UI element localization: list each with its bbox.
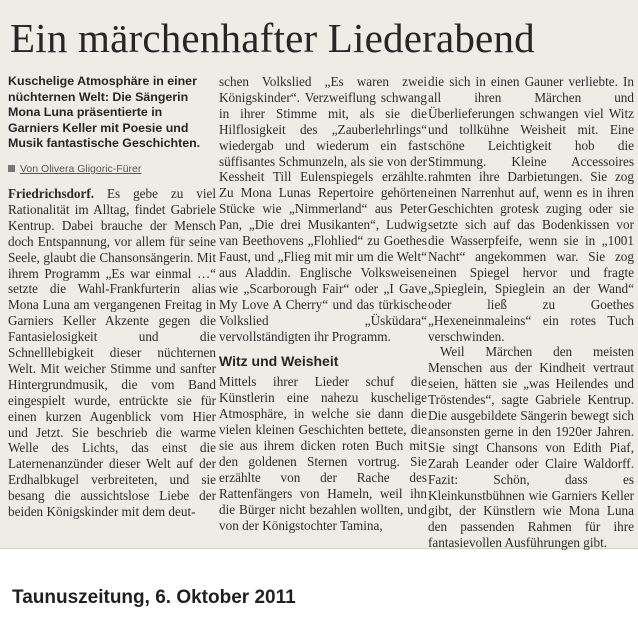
column-1: [8, 74, 216, 520]
body-paragraph-4: die sich in einen Gauner verliebte. In all ihren Märchen und Überlieferungen schwangen viel Witz und tollkühne Weisheit mit. Eine schöne Leichtigkeit hob die Stimmung. Kleine Accessoires rahmten ihre Darbietungen. Sie zog einen Narrenhut auf, wenn es in ihren Geschichten grotesk zuging oder sie setzte sich auf das Bodenkissen vor die Wasserpfeife, wenn sie in „1001 Nacht“ angekommen war. Sie zog einen Spiegel hervor und fragte „Spieglein, Spieglein an der Wand“ oder ließ zu Goethes „Hexeneinmaleins“ ein rotes Tuch verschwinden.: [428, 74, 634, 344]
byline-author: Von Olivera Gligoric-Fürer: [20, 162, 142, 175]
source-caption: Taunuszeitung, 6. Oktober 2011: [12, 587, 296, 608]
subheading: Witz und Weisheit: [219, 353, 339, 370]
body-paragraph-5: Weil Märchen den meisten Menschen aus der Kindheit vertraut seien, hätten sie „was Heilendes und Tröstendes“, sagte Gabriele Kentrup. Die ausgebildete Sängerin bewegt sich ansonsten gerne in den 1920er Jahren. Sie singt Chansons von Edith Piaf, Zarah Leander oder Claire Waldorff. Fazit: Schön, dass es Kleinkunstbühnen wie Garniers Keller gibt, der Künstlern wie Mona Luna den passenden Rahmen für ihre fantasievollen Ausführungen gibt.: [428, 344, 634, 551]
body-paragraph-1: [8, 186, 216, 520]
dateline: Friedrichsdorf.: [8, 185, 95, 201]
column-2: [219, 74, 427, 533]
body-paragraph-2: schen Volkslied „Es waren zwei Königskinder“. Verzweiflung schwang in ihrer Stimme mit, als sie die Hilflosigkeit des „Zauberlehrlings“ wiedergab und wiederum ein fast süffisantes Schmunzeln, als sie von der Kessheit Till Eulenspiegels erzählte. Zu Mona Lunas Repertoire gehörten Stücke wie „Nimmerland“ aus Peter Pan, „Die drei Musikanten“, Ludwig van Beethovens „Flohlied“ zu Goethes Faust, und „Flieg mit mir um die Welt“ aus Aladdin. Englische Volksweisen wie „Scarborough Fair“ oder „I Gave My Love A Cherry“ und das türkische Volkslied „Üsküdara“ vervollständigten ihr Programm.: [219, 74, 427, 344]
body-text-1: Es gebe zu viel Rationalität im Alltag, findet Gabriele Kentrup. Dabei brauche der Mensch doch Entspannung, vor allem für seine Seele, glaubt die Chansonsängerin. Mit ihrem Programm „Es war einmal …“ setzte die Wahl-Frankfurterin alias Mona Luna am vergangenen Freitag in Garniers Keller Akzente gegen die Fantasielosigkeit und die Schnelllebigkeit dieser nüchternen Welt. Mit weicher Stimme und sanfter Hintergrundmusik, die vom Band eingespielt wurde, entrückte sie für einen kurzen Augenblick vom Hier und Jetzt. Sie beschrieb die warme Welle des Lichts, das einst die Laternenanzünder dieser Welt auf der Erdhalbkugel verbreiteten, und sie besang die aussichtslose Liebe der beiden Königskinder mit dem deut-: [8, 185, 216, 520]
lead-paragraph: Kuschelige Atmosphäre in einer nüchternen Welt: Die Sängerin Mona Luna präsentierte in Garniers Keller mit Poesie und Musik fantastische Geschichten.: [8, 74, 201, 151]
body-paragraph-3: Mittels ihrer Lieder schuf die Künstlerin eine nahezu kuschelige Atmosphäre, in welche sie dann die vielen kleinen Geschichten bettete, die sie aus ihrem dicken roten Buch mit den goldenen Sternen vortrug. Sie erzählte von der Rache des Rattenfängers von Hameln, weil ihn die Bürger nicht bezahlen wollten, und von der Königstochter Tamina,: [219, 374, 427, 533]
headline: Ein märchenhafter Liederabend: [10, 15, 535, 61]
byline: [8, 162, 216, 176]
column-3: [428, 74, 634, 551]
byline-square-icon: [8, 165, 15, 172]
